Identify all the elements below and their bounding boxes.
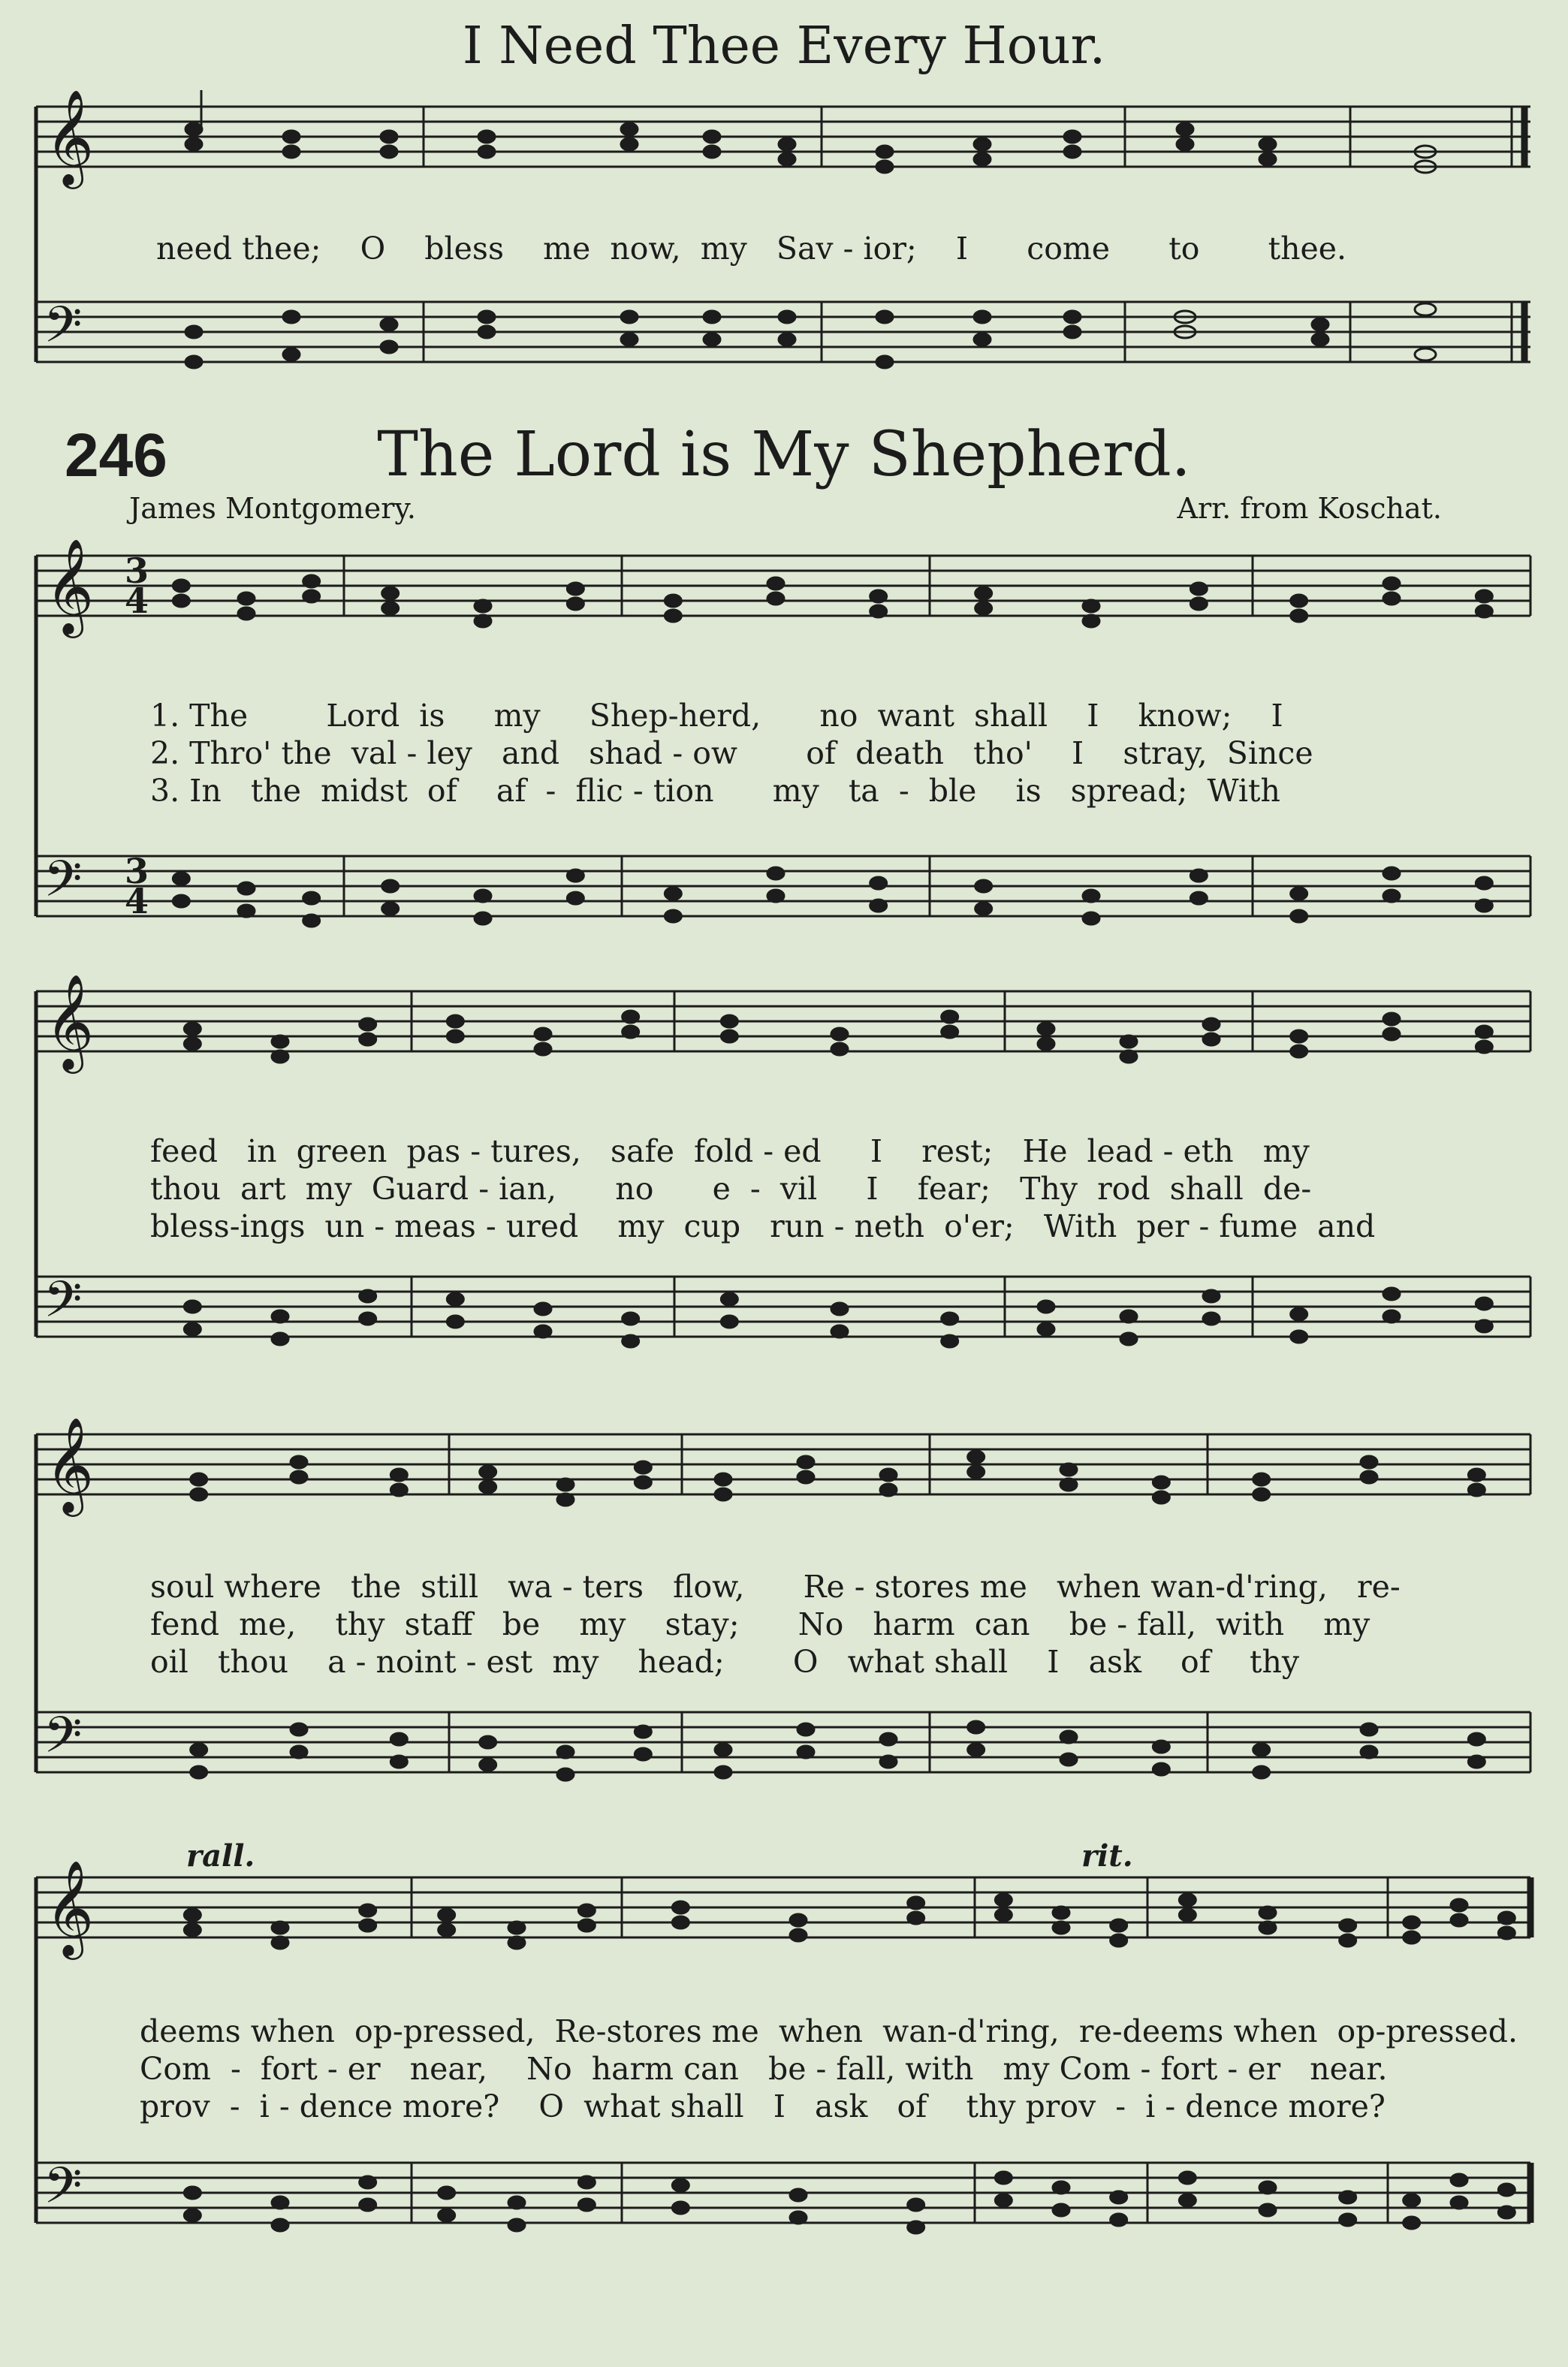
hymn-title: The Lord is My Shepherd. bbox=[377, 419, 1191, 490]
previous-hymn-title: I Need Thee Every Hour. bbox=[462, 17, 1106, 76]
time-signature-digit: 4 bbox=[125, 580, 149, 621]
lyric-line-verse1: feed in green pas - tures, safe fold - ed I rest; He lead - eth my bbox=[150, 1133, 1310, 1169]
lyric-line-verse2: thou art my Guard - ian, no e - vil I fear; Thy rod shall de- bbox=[150, 1171, 1312, 1207]
svg-text:𝄞: 𝄞 bbox=[45, 973, 95, 1069]
lyric-line-verse3: 3. In the midst of af - flic - tion my ta - ble is spread; With bbox=[150, 773, 1280, 809]
lyric-line-verse3: bless-ings un - meas - ured my cup run - neth o'er; With per - fume and bbox=[150, 1208, 1376, 1244]
lyric-line-verse3: oil thou a - noint - est my head; O what shall I ask of thy bbox=[150, 1644, 1300, 1680]
lyric-line-verse1: 1. The Lord is my Shep-herd, no want shall I know; I bbox=[150, 698, 1283, 734]
svg-text:𝄞: 𝄞 bbox=[45, 89, 95, 185]
music-system-previous-hymn bbox=[36, 90, 1535, 436]
lyric-line-verse3: prov - i - dence more? O what shall I ask of thy prov - i - dence more? bbox=[140, 2088, 1386, 2124]
lyric-line-verse1: deems when op-pressed, Re-stores me when wan-d'ring, re-deems when op-pressed. bbox=[140, 2013, 1518, 2049]
svg-text:𝄢: 𝄢 bbox=[44, 1271, 83, 1340]
rall-marking: rall. bbox=[186, 1838, 255, 1874]
arranger-credit: Arr. from Koschat. bbox=[1177, 492, 1442, 525]
svg-text:𝄞: 𝄞 bbox=[45, 1859, 95, 1955]
svg-text:𝄢: 𝄢 bbox=[44, 850, 83, 920]
hymn-number: 246 bbox=[65, 421, 167, 490]
lyric-line-verse1: soul where the still wa - ters flow, Re - stores me when wan-d'ring, re- bbox=[150, 1569, 1401, 1605]
svg-text:𝄞: 𝄞 bbox=[45, 538, 95, 634]
time-signature-digit: 4 bbox=[125, 881, 149, 921]
lyric-line-verse2: 2. Thro' the val - ley and shad - ow of death tho' I stray, Since bbox=[150, 735, 1313, 771]
lyric-line-verse2: Com - fort - er near, No harm can be - fall, with my Com - fort - er near. bbox=[140, 2051, 1388, 2087]
time-signature-digit: 3 bbox=[125, 550, 149, 591]
time-signature-digit: 3 bbox=[125, 851, 149, 891]
svg-text:𝄢: 𝄢 bbox=[44, 296, 83, 366]
lyric-line: need thee; O bless me now, my Sav - ior; I come to thee. bbox=[156, 231, 1347, 267]
lyric-line-verse2: fend me, thy staff be my stay; No harm can be - fall, with my bbox=[150, 1606, 1370, 1642]
author-credit: James Montgomery. bbox=[129, 492, 416, 525]
svg-text:𝄞: 𝄞 bbox=[45, 1416, 95, 1512]
svg-text:𝄢: 𝄢 bbox=[44, 1706, 83, 1776]
svg-text:𝄢: 𝄢 bbox=[44, 2157, 83, 2227]
rit-marking: rit. bbox=[1081, 1838, 1133, 1874]
